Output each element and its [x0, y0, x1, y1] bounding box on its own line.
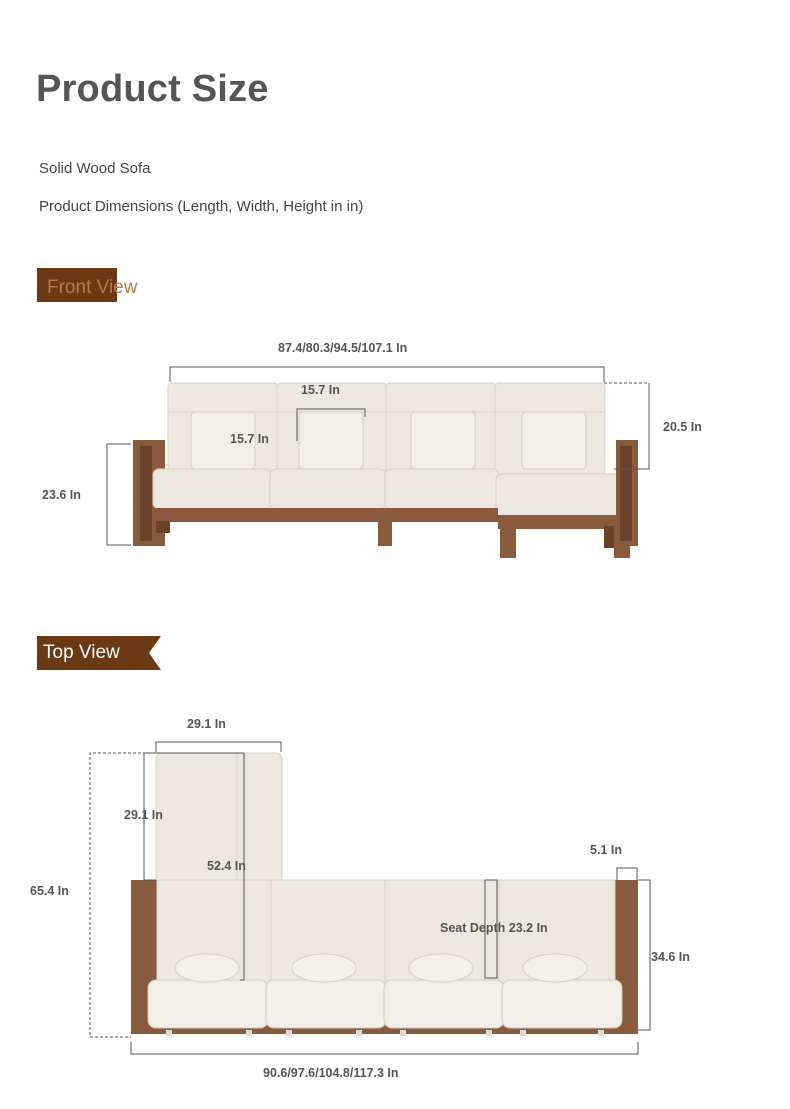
front-overall-length-label: 87.4/80.3/94.5/107.1 In	[278, 341, 408, 355]
product-name: Solid Wood Sofa	[39, 160, 151, 177]
top-overall-length-label: 90.6/97.6/104.8/117.3 In	[263, 1066, 399, 1080]
top-chaise-width-label: 29.1 In	[187, 717, 226, 731]
top-chaise-total-length-label: 52.4 In	[207, 859, 246, 873]
top-view-label: Top View	[43, 642, 120, 663]
dimensions-note: Product Dimensions (Length, Width, Height in in)	[39, 198, 364, 215]
top-depth-with-chaise-label: 65.4 In	[30, 884, 69, 898]
page-title: Product Size	[36, 68, 269, 110]
front-pillow-width-label: 15.7 In	[230, 432, 269, 446]
front-seat-height-label: 23.6 In	[42, 488, 81, 502]
front-view-sofa	[133, 383, 638, 558]
top-view-sofa	[131, 753, 638, 1036]
top-seat-depth-label: Seat Depth 23.2 In	[440, 921, 548, 935]
front-view-label: Front View	[47, 277, 138, 298]
top-armrest-width-label: 5.1 In	[590, 843, 622, 857]
front-back-height-label: 20.5 In	[663, 420, 702, 434]
top-sofa-depth-label: 34.6 In	[651, 950, 690, 964]
top-chaise-length-label: 29.1 In	[124, 808, 163, 822]
front-back-cushion-width-label: 15.7 In	[301, 383, 340, 397]
